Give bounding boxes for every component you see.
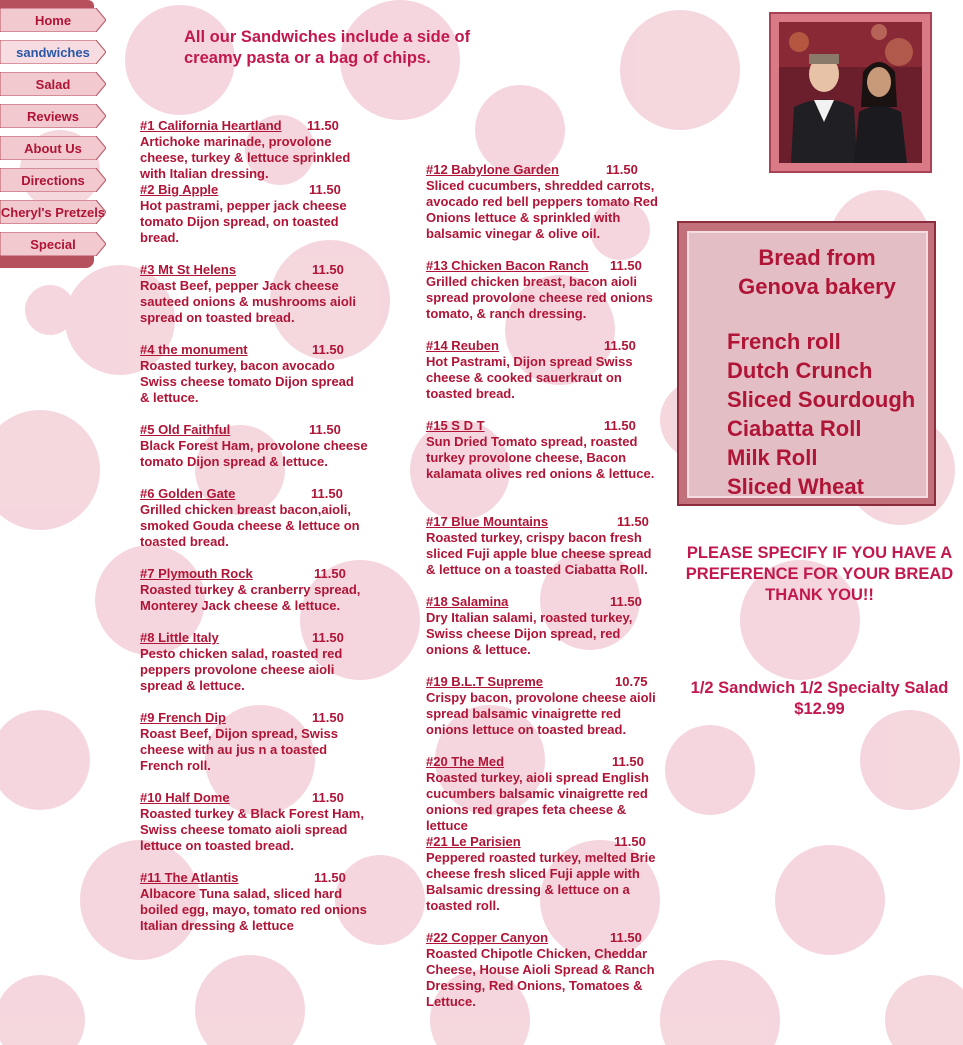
item-name-link[interactable]: #18 Salamina: [426, 594, 509, 609]
menu-item: [426, 674, 662, 738]
notice-line: PLEASE SPECIFY IF YOU HAVE A: [686, 544, 953, 562]
bread-title: [727, 243, 907, 301]
bread-preference-notice: [676, 543, 963, 606]
item-price: 10.75: [615, 674, 648, 689]
notice-line: PREFERENCE FOR YOUR BREAD: [685, 565, 954, 583]
item-name-link[interactable]: #6 Golden Gate: [140, 486, 236, 501]
item-price: 11.50: [604, 418, 636, 433]
item-price: 11.50: [311, 486, 343, 501]
bread-item: French roll: [727, 329, 841, 354]
item-price: 11.50: [312, 262, 344, 277]
item-name-link[interactable]: #9 French Dip: [140, 710, 226, 725]
item-name-link[interactable]: #14 Reuben: [426, 338, 499, 353]
menu-item: [426, 338, 662, 402]
item-name-link[interactable]: #20 The Med: [426, 754, 505, 769]
bread-item: Dutch Crunch: [727, 358, 873, 383]
menu-item: [140, 566, 372, 614]
menu-item: [426, 930, 662, 1010]
menu-item: [140, 422, 372, 470]
item-name-link[interactable]: #21 Le Parisien: [426, 834, 521, 849]
item-description: Hot Pastrami, Dijon spread Swiss cheese & cooked sauerkraut on toasted bread.: [426, 354, 633, 401]
menu-item: [140, 342, 372, 406]
item-price: 11.50: [312, 630, 344, 645]
bread-item: Ciabatta Roll: [727, 416, 862, 441]
item-description: Pesto chicken salad, roasted red peppers provolone cheese aioli spread & lettuce.: [140, 646, 343, 693]
item-price: 11.50: [307, 118, 339, 133]
item-description: Crispy bacon, provolone cheese aioli spread balsamic vinaigrette red onions lettuce on toasted bread.: [426, 690, 656, 737]
headline-line: creamy pasta or a bag of chips.: [184, 49, 431, 67]
nav-item-salad[interactable]: Salad: [0, 72, 106, 96]
menu-item: [426, 834, 662, 914]
item-price: 11.50: [312, 710, 344, 725]
menu-item: [426, 594, 662, 658]
combo-offer: [676, 678, 963, 720]
bread-item: Sliced Sourdough: [727, 387, 916, 412]
item-description: Dry Italian salami, roasted turkey, Swiss cheese Dijon spread, red onions & lettuce.: [426, 610, 633, 657]
item-price: 11.50: [610, 258, 642, 273]
item-price: 11.50: [612, 754, 644, 769]
nav-item-directions[interactable]: Directions: [0, 168, 106, 192]
menu-item: [140, 262, 372, 326]
item-description: Peppered roasted turkey, melted Brie cheese fresh sliced Fuji apple with Balsamic dressing & lettuce on a toasted roll.: [426, 850, 656, 913]
item-description: Roasted turkey, bacon avocado Swiss cheese tomato Dijon spread & lettuce.: [140, 358, 354, 405]
page-headline: [184, 27, 524, 69]
nav-item-reviews[interactable]: Reviews: [0, 104, 106, 128]
item-name-link[interactable]: #2 Big Apple: [140, 182, 219, 197]
nav-item-sandwiches[interactable]: sandwiches: [0, 40, 106, 64]
item-price: 11.50: [617, 514, 649, 529]
menu-item: [140, 630, 372, 694]
menu-item: [140, 710, 372, 774]
item-name-link[interactable]: #4 the monument: [140, 342, 248, 357]
item-description: Roasted turkey & Black Forest Ham, Swiss cheese tomato aioli spread lettuce on toasted bread.: [140, 806, 364, 853]
item-name-link[interactable]: #5 Old Faithful: [140, 422, 231, 437]
item-name-link[interactable]: #11 The Atlantis: [140, 870, 239, 885]
item-description: Roasted turkey & cranberry spread, Monterey Jack cheese & lettuce.: [140, 582, 361, 613]
item-description: Albacore Tuna salad, sliced hard boiled egg, mayo, tomato red onions Italian dressing & lettuce: [140, 886, 367, 933]
combo-price: $12.99: [794, 700, 845, 718]
menu-item: [426, 514, 662, 578]
item-name-link[interactable]: #7 Plymouth Rock: [140, 566, 253, 581]
item-price: 11.50: [314, 870, 346, 885]
bread-info-box: [677, 221, 936, 506]
item-price: 11.50: [606, 162, 638, 177]
nav-item-about-us[interactable]: About Us: [0, 136, 106, 160]
menu-item: [426, 418, 662, 482]
item-name-link[interactable]: #22 Copper Canyon: [426, 930, 549, 945]
menu-item: [426, 258, 662, 322]
menu-item: [140, 486, 372, 550]
item-description: Grilled chicken breast, bacon aioli spread provolone cheese red onions tomato, & ranch dressing.: [426, 274, 653, 321]
menu-item: [140, 790, 372, 854]
bread-item: Milk Roll: [727, 445, 818, 470]
item-price: 11.50: [312, 790, 344, 805]
item-name-link[interactable]: #15 S D T: [426, 418, 485, 433]
item-price: 11.50: [309, 422, 341, 437]
item-description: Roasted Chipotle Chicken, Cheddar Cheese, House Aioli Spread & Ranch Dressing, Red Onions, Tomatoes & Lettuce.: [426, 946, 655, 1009]
bread-list: [727, 327, 915, 498]
item-name-link[interactable]: #19 B.L.T Supreme: [426, 674, 544, 689]
notice-line: THANK YOU!!: [765, 586, 874, 604]
item-price: 11.50: [610, 594, 642, 609]
menu-item: [140, 870, 372, 934]
item-name-link[interactable]: #1 California Heartland: [140, 118, 282, 133]
photo-frame: [769, 12, 932, 173]
bread-title-line: Bread from: [758, 245, 876, 270]
item-description: Roast Beef, Dijon spread, Swiss cheese with au jus n a toasted French roll.: [140, 726, 338, 773]
item-name-link[interactable]: #3 Mt St Helens: [140, 262, 237, 277]
item-price: 11.50: [314, 566, 346, 581]
item-name-link[interactable]: #17 Blue Mountains: [426, 514, 549, 529]
bread-item: Sliced Wheat: [727, 474, 864, 498]
nav-item-home[interactable]: Home: [0, 8, 106, 32]
item-description: Hot pastrami, pepper jack cheese tomato Dijon spread, on toasted bread.: [140, 198, 347, 245]
item-description: Grilled chicken breast bacon,aioli, smoked Gouda cheese & lettuce on toasted bread.: [140, 502, 360, 549]
item-description: Roast Beef, pepper Jack cheese sauteed onions & mushrooms aioli spread on toasted bread.: [140, 278, 356, 325]
item-name-link[interactable]: #8 Little Italy: [140, 630, 219, 645]
item-name-link[interactable]: #13 Chicken Bacon Ranch: [426, 258, 589, 273]
item-price: 11.50: [614, 834, 646, 849]
bread-info-inner: [687, 231, 928, 498]
item-price: 11.50: [309, 182, 341, 197]
item-description: Sliced cucumbers, shredded carrots, avocado red bell peppers tomato Red Onions lettuce & sprinkled with balsamic vinegar & olive oil.: [426, 178, 658, 241]
menu-item: [140, 118, 372, 182]
menu-item: [140, 182, 372, 246]
item-price: 11.50: [312, 342, 344, 357]
nav-item-special[interactable]: Special: [0, 232, 106, 256]
item-name-link[interactable]: #10 Half Dome: [140, 790, 230, 805]
headline-line: All our Sandwiches include a side of: [184, 28, 471, 46]
menu-item: [426, 162, 662, 242]
nav-top-cap: [0, 0, 94, 8]
item-description: Black Forest Ham, provolone cheese tomato Dijon spread & lettuce.: [140, 438, 368, 469]
nav-item-cheryls-pretzels[interactable]: Cheryl's Pretzels: [0, 200, 106, 224]
bread-title-line: Genova bakery: [738, 274, 896, 299]
menu-item: [426, 754, 662, 834]
item-price: 11.50: [610, 930, 642, 945]
nav-bottom-cap: [0, 256, 94, 268]
item-description: Artichoke marinade, provolone cheese, turkey & lettuce sprinkled with Italian dressing.: [140, 134, 351, 181]
combo-title: 1/2 Sandwich 1/2 Specialty Salad: [690, 679, 949, 697]
item-description: Sun Dried Tomato spread, roasted turkey provolone cheese, Bacon kalamata olives red onions & lettuce.: [426, 434, 655, 481]
item-description: Roasted turkey, aioli spread English cucumbers balsamic vinaigrette red onions red grapes feta cheese & lettuce: [426, 770, 649, 833]
item-description: Roasted turkey, crispy bacon fresh sliced Fuji apple blue cheese spread & lettuce on a toasted Ciabatta Roll.: [426, 530, 652, 577]
photo-illustration: [779, 22, 922, 163]
owner-photo: [779, 22, 922, 163]
item-price: 11.50: [604, 338, 636, 353]
item-name-link[interactable]: #12 Babylone Garden: [426, 162, 559, 177]
